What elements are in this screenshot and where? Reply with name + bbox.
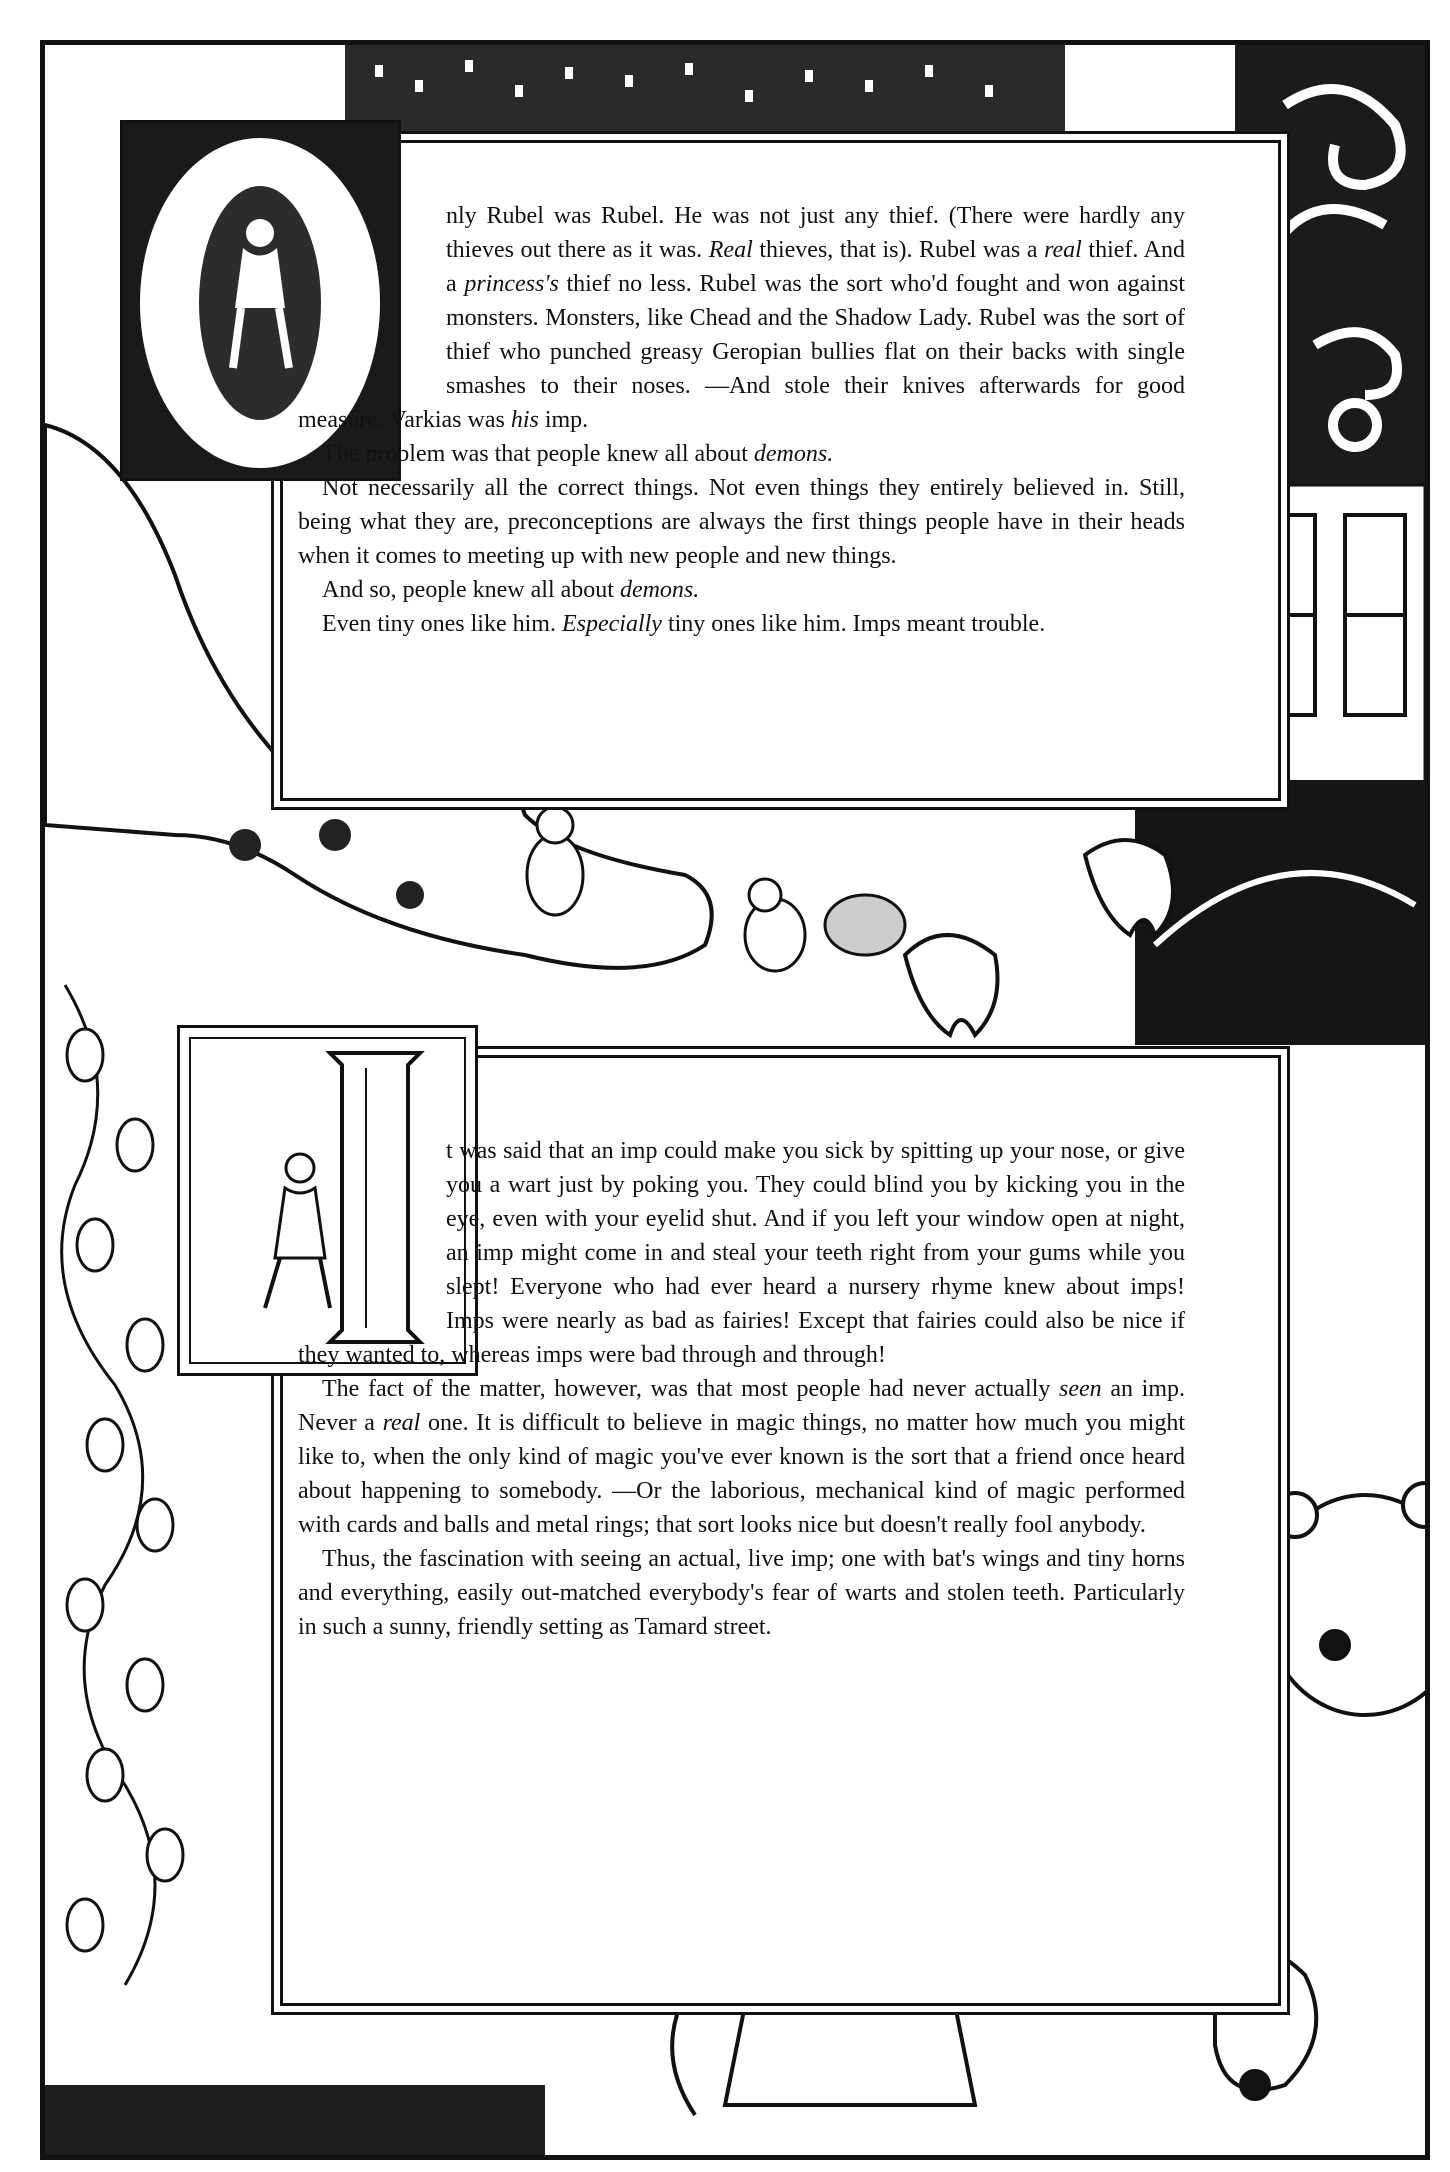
bedroom-panel	[1135, 780, 1425, 1045]
section1-p2: The problem was that people knew all about demons.	[322, 441, 834, 467]
section1-p4: And so, people knew all about demons.	[322, 577, 700, 603]
dropcap-i-letter	[45, 45, 46, 46]
section1-p1: nly Rubel was Rubel. He was not just any thief. (There were hardly any thieves out there as it was. Real thieves, that is). Rubel was a real thief. And a princess's thief no less. Rubel was the sort who'd fought and won against monsters. Monsters, like Chead and the Shadow Lady. Rubel was the sort of thief who punched greasy Geropian bullies flat on their backs with single smashes to their noses. —And stole their knives afterwards for good measure. Varkias was his imp.	[298, 203, 1186, 433]
dropcap-i-spacer	[298, 1134, 446, 1336]
dropcap-o-spacer	[298, 199, 446, 403]
section2-p3: Thus, the fascination with seeing an actual, live imp; one with bat's wings and tiny horns and everything, easily out-matched everybody's fear of warts and stolen teeth. Particularly in such a sunny, friendly setting as Tamard street.	[298, 1546, 1185, 1640]
section1-p3: Not necessarily all the correct things. Not even things they entirely believed in. Still, being what they are, preconceptions are always the first things people have in their heads when it comes to meeting up with new people and new things.	[298, 475, 1185, 569]
ground-shadow	[45, 2085, 545, 2155]
section1-flow	[298, 199, 1185, 641]
section2-flow	[298, 1134, 1185, 1644]
vine-border	[62, 985, 183, 1985]
section2-p2: The fact of the matter, however, was that most people had never actually seen an imp. Never a real one. It is difficult to believe in magic things, no matter how much you might like to, when the only kind of magic you've ever known is the sort that a friend once heard about happening to somebody. —Or the laborious, mechanical kind of magic performed with cards and balls and metal rings; that sort looks nice but doesn't really fool anybody.	[298, 1376, 1185, 1538]
teeth	[905, 840, 1173, 1035]
bear-figure	[1265, 1483, 1425, 1715]
city-rooftops	[345, 45, 1065, 140]
section2-p1: t was said that an imp could make you sick by spitting up your nose, or give you a wart just by poking you. They could blind you by kicking you in the eye, even with your eyelid shut. And if you left your window open at night, an imp might come in and steal your teeth right from your gums while you slept! Everyone who had ever heard a nursery rhyme knew about imps! Imps were nearly as bad as fairies! Except that fairies could also be nice if they wanted to, whereas imps were bad through and through!	[298, 1138, 1185, 1368]
section1-p5: Even tiny ones like him. Especially tiny ones like him. Imps meant trouble.	[322, 611, 1046, 637]
